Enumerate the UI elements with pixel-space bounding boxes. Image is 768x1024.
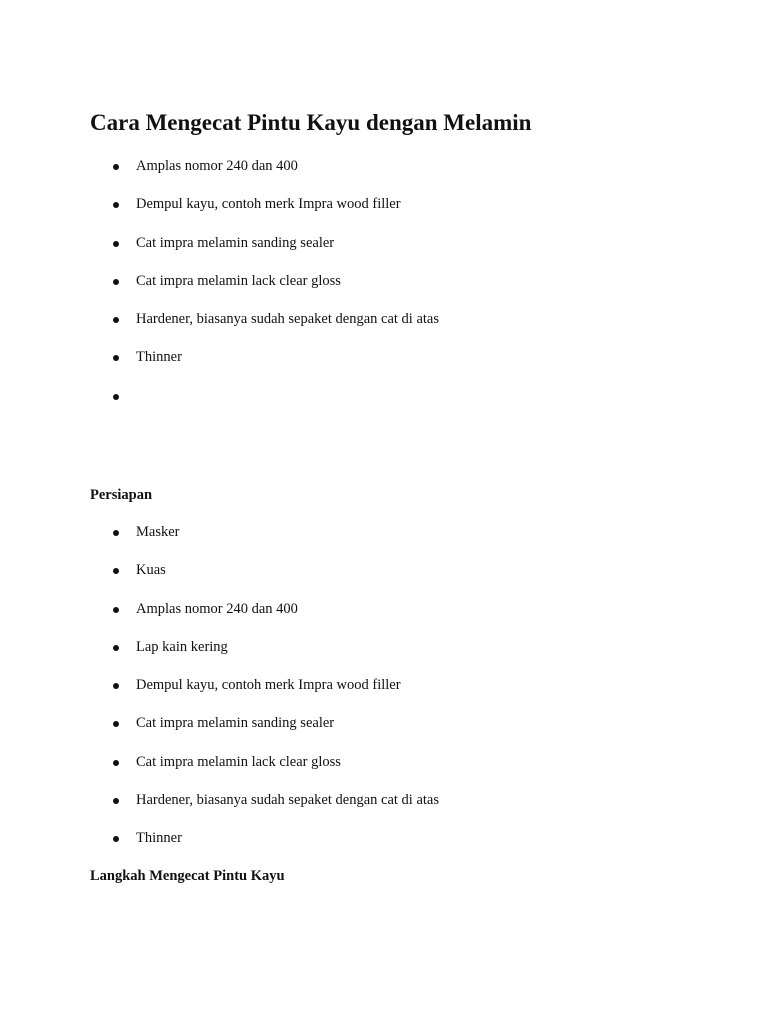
bullet-icon xyxy=(113,721,119,727)
section-heading-persiapan: Persiapan xyxy=(90,487,153,503)
bullet-icon xyxy=(113,164,119,170)
list-item-text: Masker xyxy=(136,524,180,540)
list-item-text: Kuas xyxy=(136,562,166,579)
bullet-icon xyxy=(113,279,119,285)
bullet-icon xyxy=(113,836,119,842)
bullet-icon xyxy=(113,317,119,323)
bullet-icon xyxy=(113,394,119,400)
bullet-icon xyxy=(113,241,119,247)
document-title: Cara Mengecat Pintu Kayu dengan Melamin xyxy=(90,110,532,135)
list-item-text: Cat impra melamin lack clear gloss xyxy=(136,272,341,289)
section-heading-langkah: Langkah Mengecat Pintu Kayu xyxy=(90,868,285,884)
list-item-text: Hardener, biasanya sudah sepaket dengan cat di atas xyxy=(136,792,439,809)
bullet-icon xyxy=(113,607,119,613)
bullet-icon xyxy=(113,683,119,689)
list-item-text: Amplas nomor 240 dan 400 xyxy=(136,158,298,174)
bullet-icon xyxy=(113,568,119,574)
bullet-icon xyxy=(113,355,119,361)
bullet-icon xyxy=(113,645,119,651)
list-item-text: Dempul kayu, contoh merk Impra wood filler xyxy=(136,196,401,213)
bullet-icon xyxy=(113,760,119,766)
list-item-text: Thinner xyxy=(136,349,182,366)
list-item-text: Hardener, biasanya sudah sepaket dengan cat di atas xyxy=(136,311,439,328)
list-item-text: Cat impra melamin lack clear gloss xyxy=(136,753,341,770)
bullet-icon xyxy=(113,530,119,536)
list-item-text: Thinner xyxy=(136,830,182,847)
list-item-text: Amplas nomor 240 dan 400 xyxy=(136,600,298,617)
bullet-icon xyxy=(113,202,119,208)
list-item-text: Cat impra melamin sanding sealer xyxy=(136,234,335,251)
list-item-text: Cat impra melamin sanding sealer xyxy=(136,715,335,732)
list-item-text: Lap kain kering xyxy=(136,638,228,655)
list-item-text: Dempul kayu, contoh merk Impra wood filler xyxy=(136,677,401,694)
bullet-icon xyxy=(113,798,119,804)
